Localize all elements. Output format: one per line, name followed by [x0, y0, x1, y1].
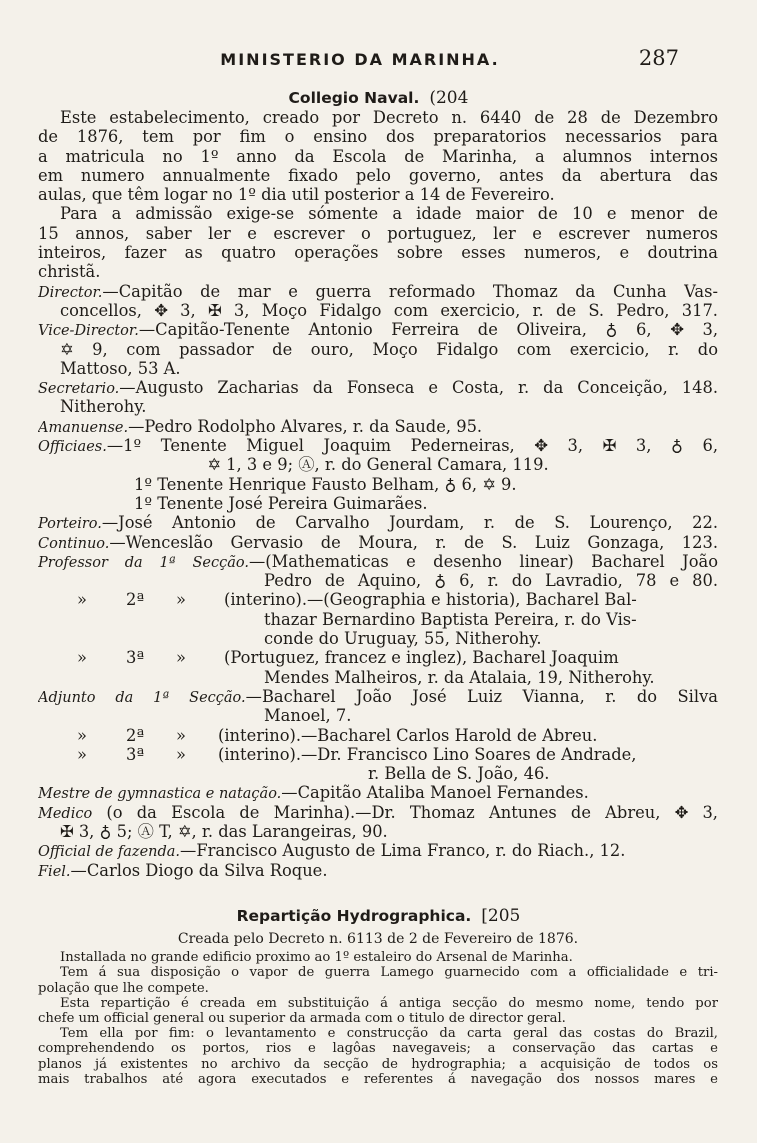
entry-label: Amanuense.	[38, 419, 129, 436]
continuo-entry	[38, 533, 718, 552]
entry-continuation: Manoel, 7.	[264, 706, 352, 726]
body-line: polação que lhe compete.	[38, 980, 209, 996]
intro-line: 15 annos, saber ler e escrever o portuguez, ler e escrever numeros	[38, 223, 718, 243]
entry-continuation: 1º Tenente Henrique Fausto Belham, ♁ 6, ✡ 9.	[134, 474, 517, 494]
intro-line: a matricula no 1º anno da Escola de Marinha, a alumnos internos	[38, 146, 718, 166]
ditto-mark: »	[176, 648, 186, 668]
body-line: Tem ella por fim: o levantamento e construcção da carta geral das costas do Brazil,	[60, 1026, 718, 1042]
intro-line: Este estabelecimento, creado por Decreto n. 6440 de 28 de Dezembro	[60, 108, 718, 127]
body-line: Installada no grande edificio proximo ao 1º estaleiro do Arsenal de Marinha.	[60, 950, 573, 966]
body-line: Tem á sua disposição o vapor de guerra Lamego guarnecido com a officialidade e tri-	[60, 965, 718, 981]
entry-label: Director.	[38, 284, 103, 301]
entry-continuation: ✠ 3, ♁ 5; Ⓐ T, ✡, r. das Larangeiras, 90.	[60, 821, 388, 841]
entry-continuation: Nitherohy.	[60, 397, 147, 417]
entry-text: —Bacharel João José Luiz Vianna, r. do Silva	[245, 686, 718, 706]
entry-continuation: concellos, ✥ 3, ✠ 3, Moço Fidalgo com exercicio, r. de S. Pedro, 317.	[60, 300, 718, 320]
entry-label: Adjunto da 1ª Secção.	[38, 689, 246, 706]
entry-text: —Capitão de mar e guerra reformado Thomaz da Cunha Vas-	[102, 281, 718, 301]
colegio-ref: (204	[429, 88, 469, 108]
creation-note: Creada pelo Decreto n. 6113 de 2 de Fevereiro de 1876.	[177, 932, 579, 947]
page-number: 287	[638, 46, 679, 70]
adjunto-entry	[38, 687, 718, 706]
mestre-entry	[38, 783, 718, 802]
entry-text: —Carlos Diogo da Silva Roque.	[70, 860, 328, 880]
entry-text: —Capitão-Tenente Antonio Ferreira de Oliveira, ♁ 6, ✥ 3,	[138, 320, 718, 340]
body-line: comprehendendo os portos, rios e lagôas navegaveis; a conservação das cartas e	[38, 1041, 718, 1057]
entry-text: —Wenceslão Gervasio de Moura, r. de S. Luiz Gonzaga, 123.	[109, 532, 718, 552]
body-line: planos já existentes no archivo da secção de hydrographia; a acquisição de todos os	[38, 1056, 718, 1072]
section-number: 2ª	[126, 725, 145, 745]
ditto-mark: »	[77, 590, 87, 610]
intro-line: Para a admissão exige-se sómente a idade maior de 10 e menor de	[60, 204, 718, 224]
entry-text: —José Antonio de Carvalho Jourdam, r. de S. Lourenço, 22.	[101, 513, 718, 533]
entry-continuation: thazar Bernardino Baptista Pereira, r. do Vis-	[264, 609, 637, 629]
section-number: 3ª	[126, 648, 145, 668]
reparticao-heading-text: Repartição Hydrographica.	[236, 907, 472, 925]
ditto-mark: »	[77, 744, 87, 764]
reparticao-section	[38, 932, 718, 1087]
entry-label: Medico	[38, 805, 93, 822]
intro-line: em numero annualmente fixado pelo governo, antes da abertura das	[38, 165, 718, 185]
entry-label: Continuo.	[38, 535, 110, 552]
entry-continuation: r. Bella de S. João, 46.	[368, 764, 550, 784]
ditto-mark: »	[176, 744, 186, 764]
running-header	[0, 46, 757, 74]
amanuense-entry	[38, 417, 718, 436]
ditto-mark: »	[77, 725, 87, 745]
entry-text: (Portuguez, francez e inglez), Bacharel Joaquim	[224, 648, 619, 668]
officiaes-entry	[38, 436, 718, 455]
entry-label: Secretario.	[38, 381, 120, 398]
entry-continuation: Mendes Malheiros, r. da Atalaia, 19, Nitherohy.	[264, 667, 655, 687]
fiel-entry	[38, 861, 718, 880]
intro-line: aulas, que têm logar no 1º dia util posterior a 14 de Fevereiro.	[38, 185, 555, 205]
porteiro-entry	[38, 513, 718, 532]
professor-sec3	[38, 648, 718, 667]
adjunto-sec3	[38, 745, 718, 764]
official-fazenda-entry	[38, 841, 718, 860]
colegio-section	[38, 108, 718, 880]
intro-line: christã.	[38, 262, 101, 282]
ditto-mark: »	[77, 648, 87, 668]
professor-sec2	[38, 590, 718, 609]
entry-text: —(Mathematicas e desenho linear) Bacharel João	[248, 551, 718, 571]
entry-text: —Francisco Augusto de Lima Franco, r. do Riach., 12.	[180, 841, 626, 861]
section-number: 2ª	[126, 590, 145, 610]
section-number: 3ª	[126, 744, 145, 764]
intro-line: inteiros, fazer as quatro operações sobre esses numeros, e doutrina	[38, 243, 718, 263]
entry-continuation: conde do Uruguay, 55, Nitherohy.	[264, 629, 542, 649]
entry-text: —Pedro Rodolpho Alvares, r. da Saude, 95.	[128, 416, 483, 436]
entry-text: —Augusto Zacharias da Fonseca e Costa, r. da Conceição, 148.	[119, 378, 718, 398]
entry-text: —Capitão Ataliba Manoel Fernandes.	[281, 783, 589, 803]
entry-text: (interino).—(Geographia e historia), Bacharel Bal-	[224, 590, 637, 610]
intro-line: de 1876, tem por fim o ensino dos preparatorios necessarios para	[38, 127, 718, 147]
reparticao-ref: [205	[481, 906, 521, 926]
reparticao-heading	[0, 906, 757, 926]
entry-label: Mestre de gymnastica e natação.	[38, 786, 282, 803]
entry-label: Professor da 1ª Secção.	[38, 554, 249, 571]
vice-director-entry	[38, 320, 718, 339]
ditto-mark: »	[176, 725, 186, 745]
entry-continuation: Pedro de Aquino, ♁ 6, r. do Lavradio, 78 e 80.	[264, 571, 718, 591]
body-line: mais trabalhos até agora executados e referentes á navegação dos nossos mares e	[38, 1071, 718, 1087]
body-line: Esta repartição é creada em substituição á antiga secção do mesmo nome, tendo por	[60, 995, 718, 1011]
entry-label: Vice-Director.	[38, 323, 139, 340]
entry-text: —1º Tenente Miguel Joaquim Pederneiras, ✥ 3, ✠ 3, ♁ 6,	[106, 436, 718, 456]
entry-continuation: ✡ 1, 3 e 9; Ⓐ, r. do General Camara, 119.	[207, 455, 549, 475]
entry-label: Porteiro.	[38, 516, 102, 533]
professor-entry	[38, 552, 718, 571]
entry-continuation: Mattoso, 53 A.	[60, 358, 181, 378]
adjunto-sec2	[38, 726, 718, 745]
entry-label: Official de fazenda.	[38, 844, 181, 861]
entry-text: (interino).—Bacharel Carlos Harold de Abreu.	[218, 725, 598, 745]
secretario-entry	[38, 378, 718, 397]
ditto-mark: »	[176, 590, 186, 610]
entry-text: (o da Escola de Marinha).—Dr. Thomaz Antunes de Abreu, ✥ 3,	[92, 802, 718, 822]
director-entry	[38, 282, 718, 301]
entry-label: Officiaes.	[38, 439, 107, 456]
entry-continuation: ✡ 9, com passador de ouro, Moço Fidalgo com exercicio, r. do	[60, 339, 718, 359]
colegio-heading	[0, 88, 757, 108]
ministry-title: MINISTERIO DA MARINHA.	[220, 50, 500, 69]
entry-continuation: 1º Tenente José Pereira Guimarães.	[134, 493, 428, 513]
medico-entry	[38, 803, 718, 822]
body-line: chefe um official general ou superior da armada com o titulo de director geral.	[38, 1010, 566, 1026]
colegio-heading-text: Collegio Naval.	[288, 89, 420, 107]
entry-text: (interino).—Dr. Francisco Lino Soares de Andrade,	[218, 744, 637, 764]
entry-label: Fiel.	[38, 863, 71, 880]
